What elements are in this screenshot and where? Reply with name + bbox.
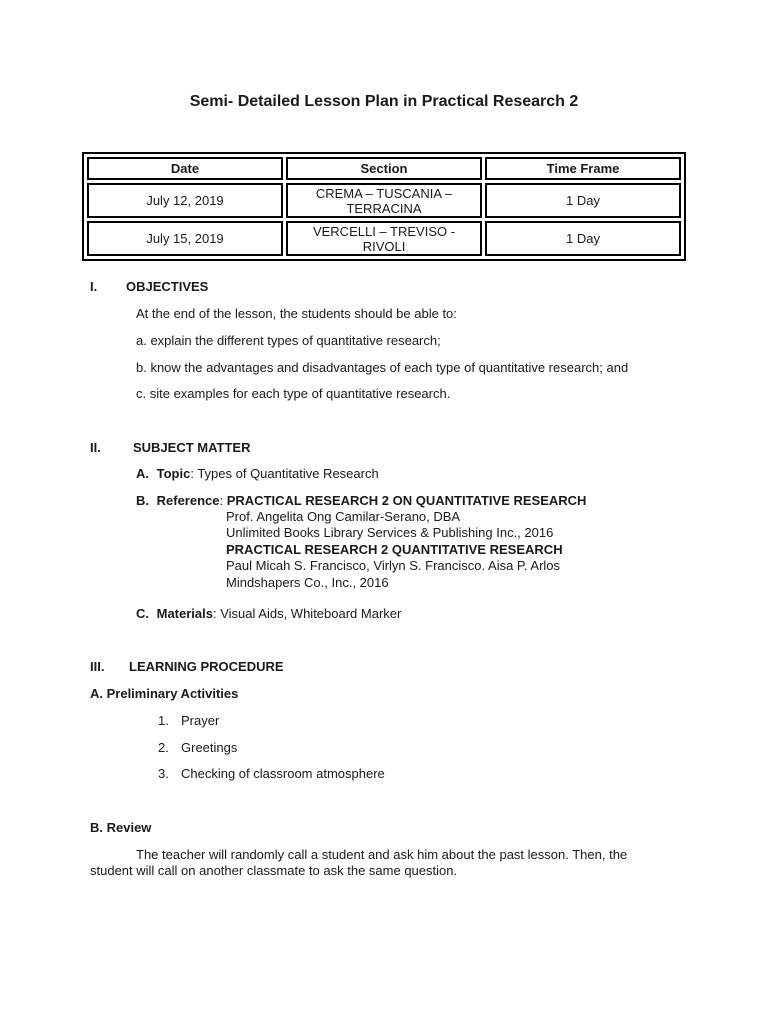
materials-marker: C.: [136, 606, 149, 621]
reference-label: Reference: [156, 493, 220, 508]
objective-item: a. explain the different types of quantitative research;: [136, 333, 441, 348]
reference-publisher: Mindshapers Co., Inc., 2016: [226, 575, 389, 590]
list-item: Greetings: [181, 740, 238, 755]
materials-value: : Visual Aids, Whiteboard Marker: [213, 606, 402, 621]
section-line: CREMA – TUSCANIA –: [315, 185, 453, 201]
column-header-section: Section: [286, 157, 482, 180]
section-line: TERRACINA: [346, 200, 422, 216]
cell-date: July 12, 2019: [87, 183, 283, 218]
reference-author: Paul Micah S. Francisco, Virlyn S. Francisco. Aisa P. Arlos: [226, 558, 561, 573]
cell-time-frame: 1 Day: [485, 221, 681, 256]
cell-time-frame: 1 Day: [485, 183, 681, 218]
materials-label: Materials: [156, 606, 213, 621]
review-paragraph-line: The teacher will randomly call a student and ask him about the past lesson. Then, the: [136, 847, 628, 862]
review-paragraph-line: student will call on another classmate to ask the same question.: [90, 863, 458, 878]
subject-matter-numeral: II.: [90, 440, 101, 455]
list-item: Prayer: [181, 713, 220, 728]
topic-label: Topic: [156, 466, 191, 481]
learning-procedure-numeral: III.: [90, 659, 105, 674]
cell-date: July 15, 2019: [87, 221, 283, 256]
topic-line: [136, 466, 379, 482]
column-header-time-frame: Time Frame: [485, 157, 681, 180]
list-item-number: 3.: [158, 766, 169, 781]
list-item-number: 1.: [158, 713, 169, 728]
objective-item: b. know the advantages and disadvantages of each type of quantitative research; and: [136, 360, 629, 375]
reference-separator: :: [219, 493, 227, 508]
reference-author: Prof. Angelita Ong Camilar-Serano, DBA: [226, 509, 461, 524]
reference-title: PRACTICAL RESEARCH 2 ON QUANTITATIVE RESEARCH: [226, 493, 587, 508]
reference-publisher: Unlimited Books Library Services & Publishing Inc., 2016: [226, 525, 554, 540]
cell-section: [286, 183, 482, 218]
table-row: [87, 221, 681, 256]
objectives-intro: At the end of the lesson, the students should be able to:: [136, 306, 457, 321]
subject-matter-heading: SUBJECT MATTER: [133, 440, 251, 455]
preliminary-activities-heading: A. Preliminary Activities: [90, 686, 239, 701]
reference-title: PRACTICAL RESEARCH 2 QUANTITATIVE RESEARCH: [226, 542, 563, 557]
reference-marker: B.: [136, 493, 149, 508]
table-header-row: [87, 157, 681, 180]
learning-procedure-heading: LEARNING PROCEDURE: [129, 659, 284, 674]
reference-line: [136, 493, 586, 509]
topic-value: : Types of Quantitative Research: [190, 466, 379, 481]
materials-line: [136, 606, 401, 622]
section-line: RIVOLI: [362, 238, 406, 254]
schedule-table: [82, 152, 686, 261]
list-item-number: 2.: [158, 740, 169, 755]
objectives-numeral: I.: [90, 279, 98, 294]
document-title: Semi- Detailed Lesson Plan in Practical Research 2: [189, 93, 579, 110]
column-header-date: Date: [87, 157, 283, 180]
cell-section: [286, 221, 482, 256]
objectives-heading: OBJECTIVES: [126, 279, 209, 294]
table-row: [87, 183, 681, 218]
section-line: VERCELLI – TREVISO -: [312, 223, 456, 239]
list-item: Checking of classroom atmosphere: [181, 766, 385, 781]
objective-item: c. site examples for each type of quantitative research.: [136, 386, 451, 401]
review-heading: B. Review: [90, 820, 152, 835]
topic-marker: A.: [136, 466, 149, 481]
